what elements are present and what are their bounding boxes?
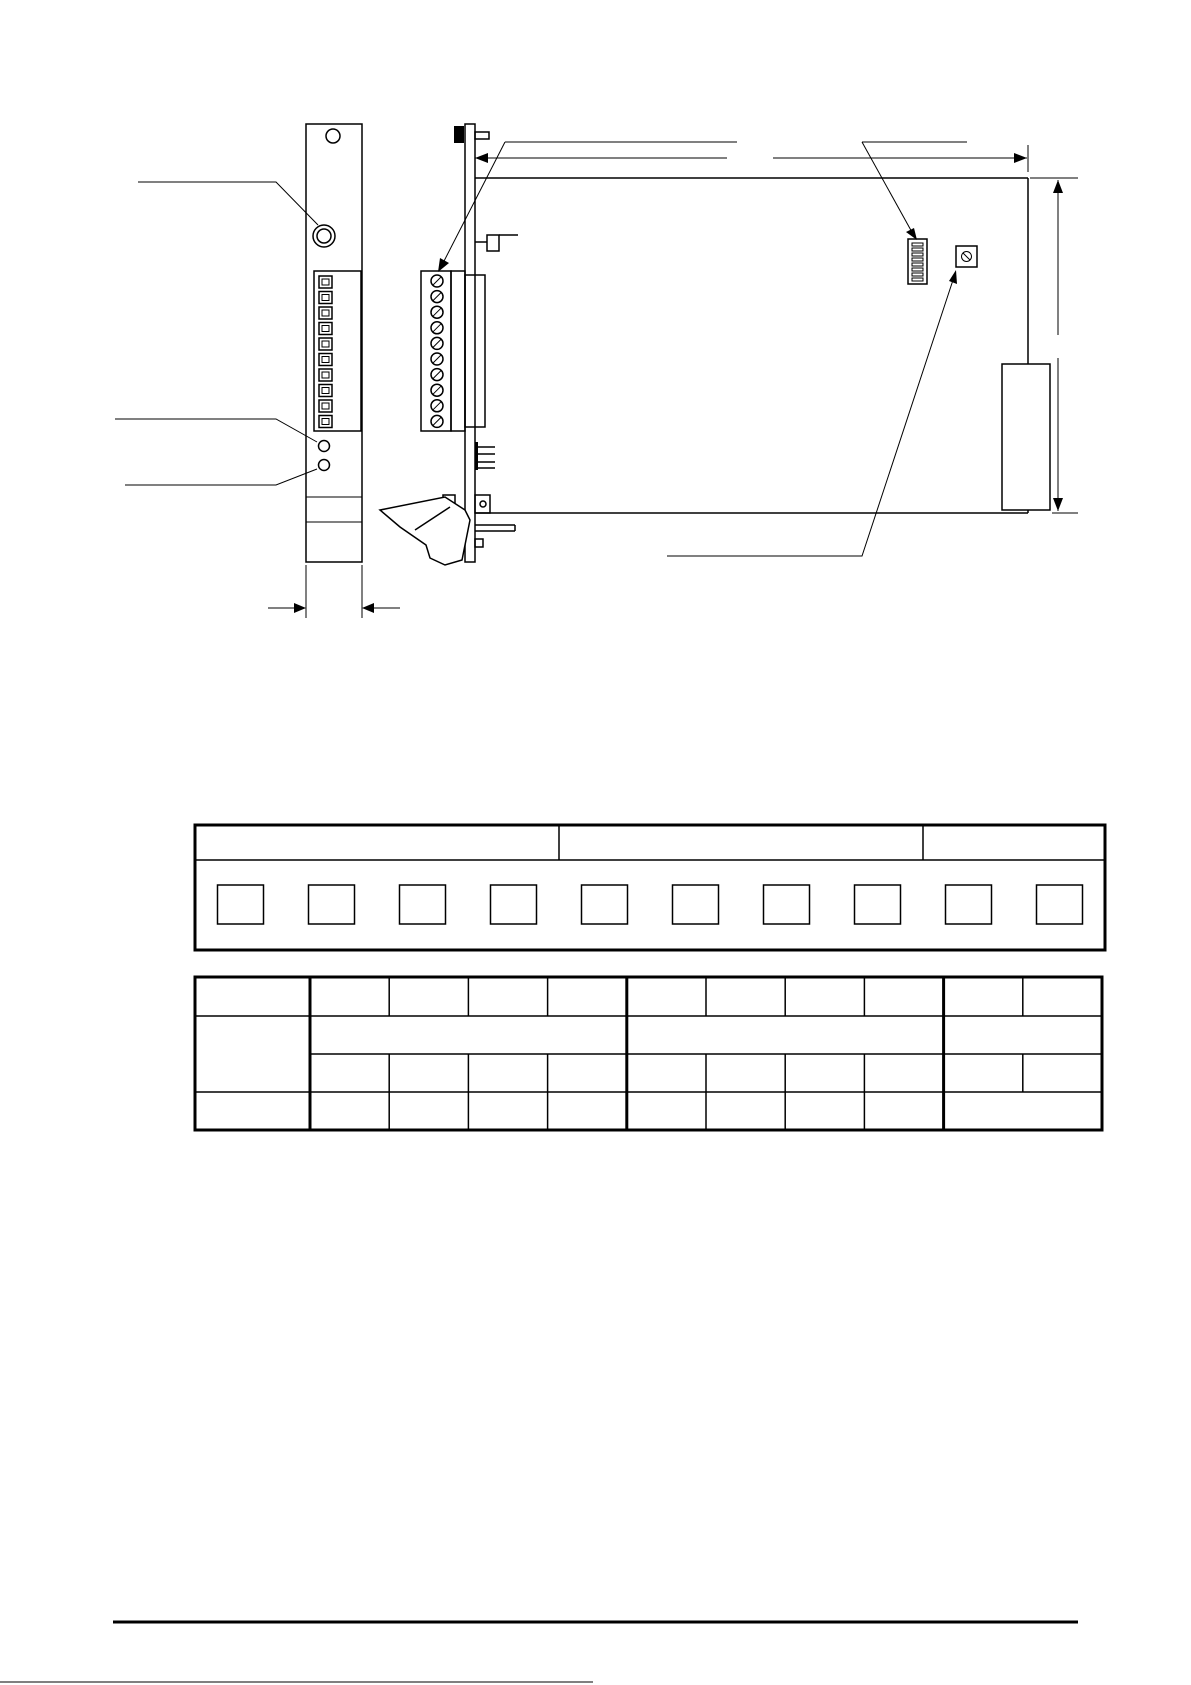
switch-panel-frame (195, 825, 1105, 950)
front-panel-leaders (115, 182, 318, 485)
switch-group-dividers (559, 825, 923, 860)
switch-boxes (218, 885, 1083, 924)
switch-box (582, 885, 628, 924)
switch-box (1037, 885, 1083, 924)
bracket-top-tab (454, 126, 464, 143)
switch-box (491, 885, 537, 924)
ejector-lever (380, 497, 470, 565)
settings-table (195, 977, 1102, 1130)
front-panel (306, 124, 362, 562)
switch-box (400, 885, 446, 924)
switch-box (309, 885, 355, 924)
switch-panel (195, 825, 1105, 950)
switch-box (946, 885, 992, 924)
switch-box (855, 885, 901, 924)
panel-width-dimension (268, 565, 400, 618)
switch-box (218, 885, 264, 924)
edge-connector (1002, 364, 1050, 510)
board-length-dimension (438, 142, 1028, 272)
switch-box (764, 885, 810, 924)
side-bracket (465, 124, 475, 562)
switch-box (673, 885, 719, 924)
